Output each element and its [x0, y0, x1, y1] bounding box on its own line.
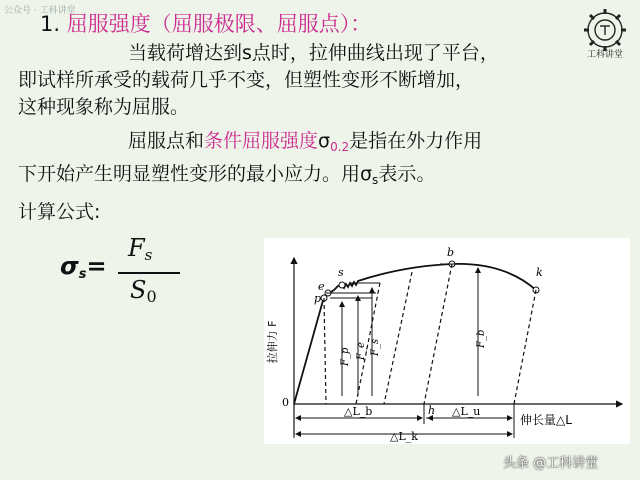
top-watermark: 公众号 · 工科讲堂: [4, 6, 76, 16]
formula-numerator: Fs: [128, 234, 153, 264]
label-s: s: [338, 266, 344, 279]
formula-lhs: σs=: [60, 252, 107, 282]
para1-line3: 这种现象称为屈服。: [18, 96, 190, 118]
logo-text: 工科讲堂: [586, 50, 624, 60]
label-Fe: F_e: [356, 342, 367, 360]
label-p: p: [314, 292, 322, 305]
para2-line2-start: 下开始产生明显塑性变形的最小应力。用σ: [18, 163, 373, 185]
para2-highlight: 条件屈服强度: [204, 130, 319, 152]
title-number: 1.: [40, 12, 61, 36]
gear-logo-icon: [576, 4, 634, 62]
y-axis-label: 拉伸力 F: [266, 320, 279, 364]
tensile-curve: [294, 264, 536, 404]
title-text: 屈服强度（屈服极限、屈服点）：: [66, 12, 372, 36]
label-b: b: [447, 246, 455, 259]
formula-label: 计算公式:: [18, 201, 101, 223]
para2-sigma: σ: [318, 130, 331, 152]
para1-line2: 即试样所承受的载荷几乎不变，但塑性变形不断增加，: [18, 69, 475, 91]
yield-strength-formula: [60, 232, 200, 312]
label-Fp: F_p: [340, 347, 351, 366]
slide-title: [40, 8, 371, 38]
label-Fs: F_s: [370, 338, 381, 356]
fraction-bar: [118, 272, 180, 274]
origin-label: 0: [282, 396, 289, 409]
paragraph-yield-point: [18, 128, 482, 194]
para2-sub1: 0.2: [330, 140, 350, 154]
label-Fb: F_b: [476, 329, 487, 348]
bottom-watermark: 头条 @工科讲堂: [503, 456, 599, 471]
label-e: e: [318, 280, 325, 293]
paragraph-yield: [18, 40, 499, 121]
label-delta-Lb: △L_b: [344, 405, 373, 418]
para2-part1: 屈服点和: [128, 130, 205, 152]
label-h: h: [428, 404, 436, 417]
label-delta-Lk: △L_k: [390, 430, 418, 443]
para2-sub2: s: [372, 173, 379, 187]
label-k: k: [536, 266, 543, 279]
tensile-curve-diagram: [264, 238, 630, 444]
para1-line1: 当载荷增达到s点时，拉伸曲线出现了平台，: [128, 42, 499, 64]
point-s: [339, 282, 345, 288]
para2-part2: 是指在外力作用: [349, 130, 483, 152]
formula-denominator: S0: [130, 276, 157, 306]
para2-line2-end: 表示。: [378, 163, 436, 185]
x-axis-label: 伸长量△L: [520, 413, 572, 427]
label-delta-Lu: △L_u: [452, 405, 481, 418]
